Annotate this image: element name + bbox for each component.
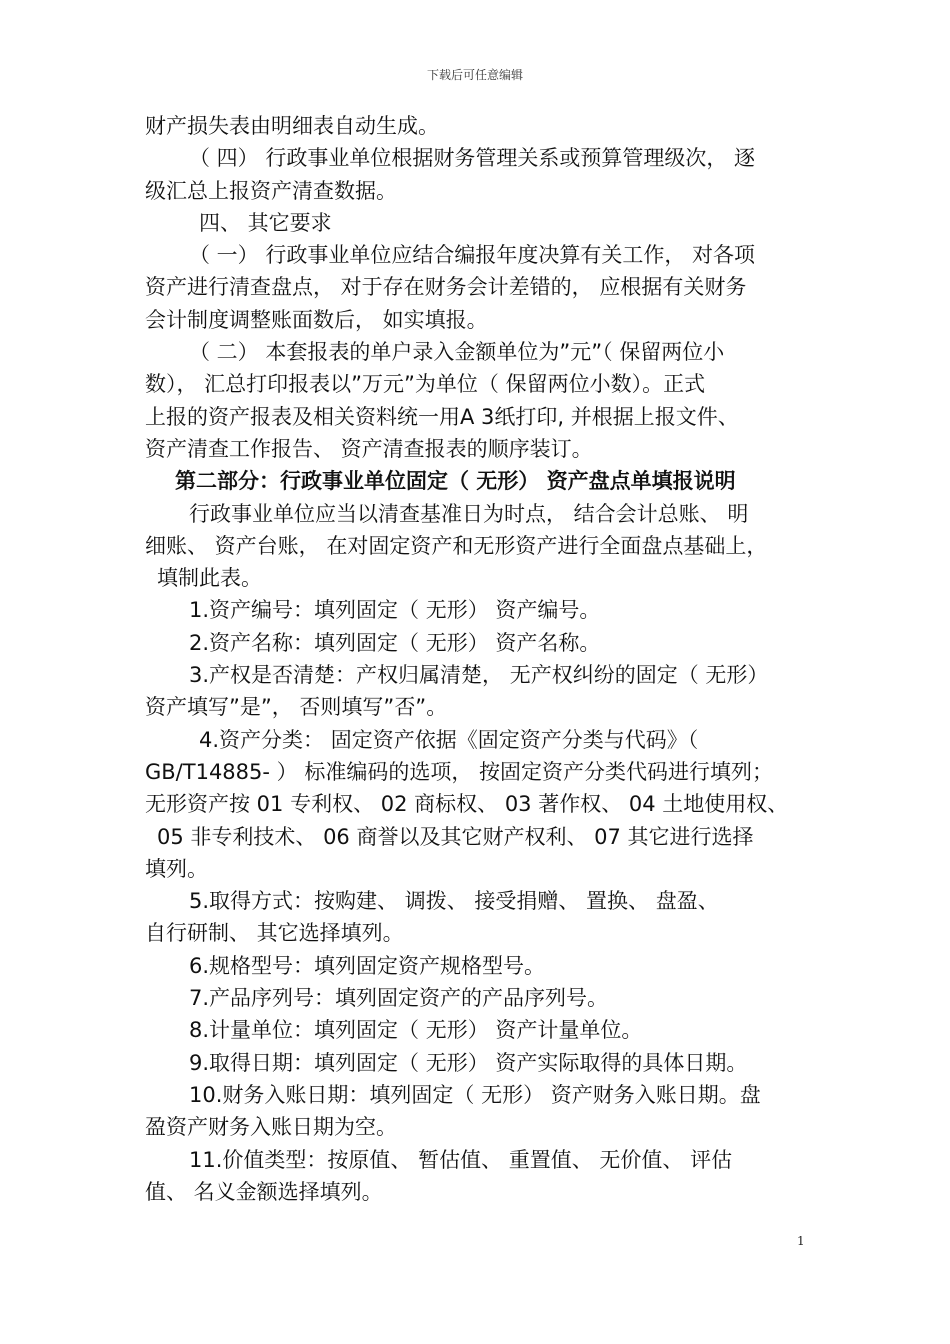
paragraph-line: 盈资产财务入账日期为空。 [145, 1115, 397, 1140]
list-item: 4.资产分类： 固定资产依据《固定资产分类与代码》（ [199, 727, 699, 752]
document-body [145, 110, 810, 1208]
paragraph-line: 填列。 [145, 856, 208, 881]
paragraph-line: 自行研制、 其它选择填列。 [145, 921, 404, 946]
paragraph-line: 值、 名义金额选择填列。 [145, 1179, 383, 1204]
paragraph-line: 05 非专利技术、 06 商誉以及其它财产权利、 07 其它进行选择 [157, 824, 754, 849]
list-item: 6.规格型号：填列固定资产规格型号。 [189, 953, 546, 978]
paragraph-line: 级汇总上报资产清查数据。 [145, 178, 397, 203]
paragraph-line: 数）， 汇总打印报表以”万元”为单位（ 保留两位小数）。正式 [145, 372, 706, 397]
paragraph-line: 资产进行清查盘点， 对于存在财务会计差错的， 应根据有关财务 [145, 275, 747, 300]
list-item: 10.财务入账日期：填列固定（ 无形） 资产财务入账日期。盘 [189, 1082, 761, 1107]
list-item: 2.资产名称：填列固定（ 无形） 资产名称。 [189, 630, 601, 655]
paragraph-line: （ 四） 行政事业单位根据财务管理关系或预算管理级次， 逐 [189, 146, 756, 171]
paragraph-line: GB/T14885- ） 标准编码的选项， 按固定资产分类代码进行填列； [145, 759, 773, 784]
page-header: 下载后可任意编辑 [426, 68, 523, 82]
list-item: 5.取得方式：按购建、 调拨、 接受捐赠、 置换、 盘盈、 [189, 889, 719, 914]
list-item: 8.计量单位：填列固定（ 无形） 资产计量单位。 [189, 1018, 643, 1043]
paragraph-line: 细账、 资产台账， 在对固定资产和无形资产进行全面盘点基础上， [145, 533, 768, 558]
paragraph-line: 上报的资产报表及相关资料统一用A 3纸打印, 并根据上报文件、 [145, 404, 739, 429]
paragraph-line: 财产损失表由明细表自动生成。 [145, 114, 439, 138]
list-item: 1.资产编号：填列固定（ 无形） 资产编号。 [189, 598, 601, 623]
page-number: 1 [797, 1234, 805, 1248]
list-item: 7.产品序列号：填列固定资产的产品序列号。 [189, 986, 609, 1011]
paragraph-line: 资产填写”是”， 否则填写”否”。 [145, 695, 448, 720]
paragraph-line: 会计制度调整账面数后， 如实填报。 [145, 307, 488, 332]
list-item: 3.产权是否清楚：产权归属清楚， 无产权纠纷的固定（ 无形） [189, 663, 769, 688]
list-item: 11.价值类型：按原值、 暂估值、 重置值、 无价值、 评估 [189, 1147, 733, 1172]
paragraph-line: （ 一） 行政事业单位应结合编报年度决算有关工作， 对各项 [189, 243, 756, 268]
paragraph-line: （ 二） 本套报表的单户录入金额单位为”元”（ 保留两位小 [189, 340, 725, 365]
paragraph-line: 行政事业单位应当以清查基准日为时点， 结合会计总账、 明 [189, 501, 749, 526]
list-item: 9.取得日期：填列固定（ 无形） 资产实际取得的具体日期。 [189, 1050, 748, 1075]
section-heading: 四、 其它要求 [199, 210, 332, 235]
paragraph-line: 填制此表。 [157, 566, 262, 591]
paragraph-line: 无形资产按 01 专利权、 02 商标权、 03 著作权、 04 土地使用权、 [145, 792, 789, 817]
paragraph-line: 资产清查工作报告、 资产清查报表的顺序装订。 [145, 436, 593, 461]
part-title: 第二部分：行政事业单位固定（ 无形） 资产盘点单填报说明 [175, 469, 736, 494]
